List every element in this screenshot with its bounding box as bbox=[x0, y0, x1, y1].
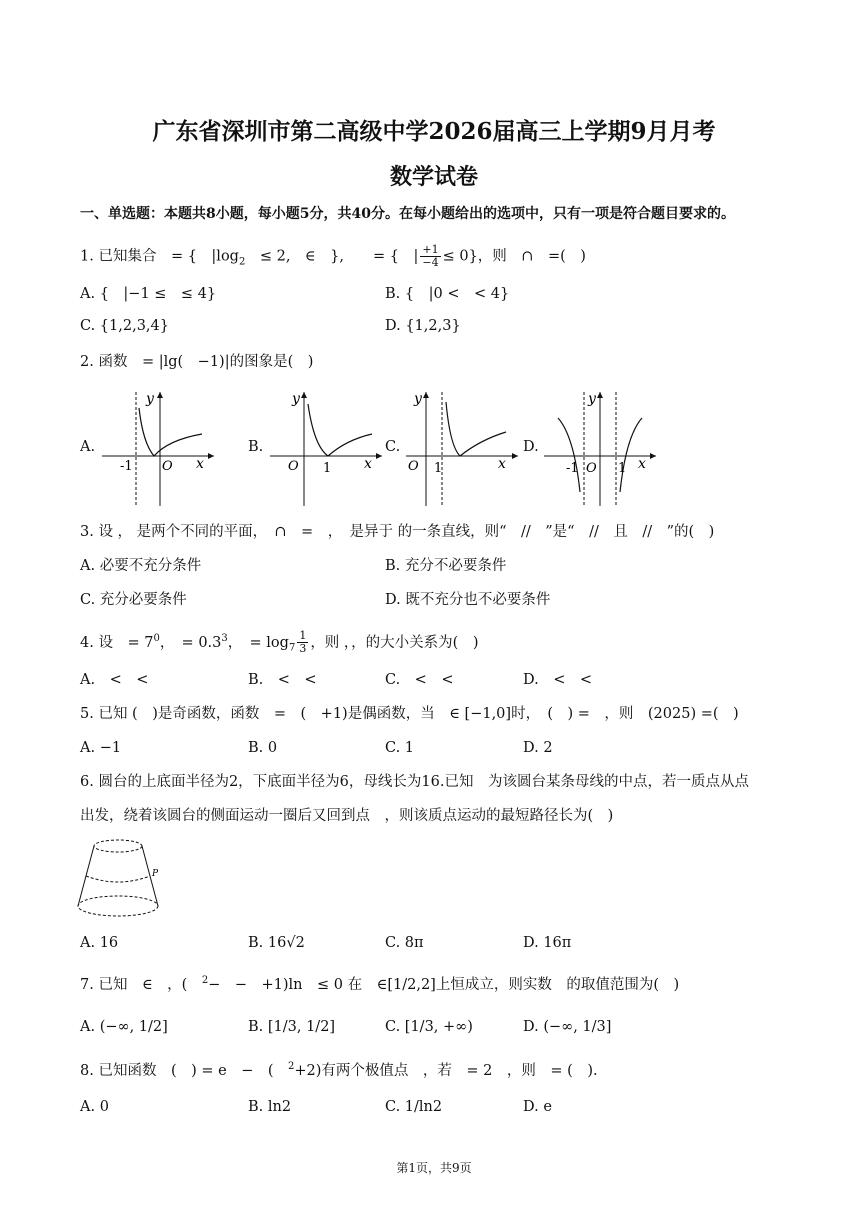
q6-option-d: D. 16π bbox=[523, 935, 572, 951]
q1-option-d: D. {1,2,3} bbox=[385, 318, 461, 334]
q1-frac-den: −4 bbox=[422, 256, 439, 269]
q6-option-c: C. 8π bbox=[385, 935, 424, 951]
q4-fraction bbox=[297, 630, 308, 655]
q1-fraction bbox=[420, 244, 440, 269]
q2d-one-label: 1 bbox=[618, 461, 627, 476]
exam-subtitle: 数学试卷 bbox=[389, 164, 478, 190]
q2b-y-label: y bbox=[292, 391, 300, 407]
q5-option-d: D. 2 bbox=[523, 740, 553, 756]
q4-part-b: ， = 0.3 bbox=[159, 634, 222, 651]
q8-option-a: A. 0 bbox=[80, 1099, 109, 1115]
q2a-x-label: x bbox=[196, 456, 204, 472]
q4-part-c: ， = log bbox=[227, 634, 289, 651]
q2c-one-label: 1 bbox=[434, 461, 443, 476]
q8-part-b: +2)有两个极值点 ，若 = 2 ，则 = ( ). bbox=[294, 1062, 598, 1079]
q3-option-c: C. 充分必要条件 bbox=[80, 592, 187, 608]
q2b-origin-label: O bbox=[288, 459, 299, 474]
page-footer: 第1页，共9页 bbox=[396, 1161, 472, 1175]
q7-part-b: − − +1)ln ≤ 0 在 ∈ bbox=[208, 976, 388, 993]
q4-option-b: B. < < bbox=[248, 672, 317, 688]
question-6-stem-line1: 6. 圆台的上底面半径为2，下底面半径为6，母线长为16.已知 为该圆台某条母线的中点，若一质点从点 bbox=[80, 774, 749, 790]
q2b-x-label: x bbox=[364, 456, 372, 472]
q4-option-d: D. < < bbox=[523, 672, 593, 688]
q5-option-a: A. −1 bbox=[80, 740, 122, 756]
q2d-y-label: y bbox=[588, 391, 596, 407]
q2-graph-a bbox=[98, 388, 218, 508]
q2-option-b: B. bbox=[248, 439, 264, 455]
q7-part-a: 7. 已知 ∈ ，( bbox=[80, 976, 202, 993]
q3-option-b: B. 充分不必要条件 bbox=[385, 558, 507, 574]
exam-title: 广东省深圳市第二高级中学2026届高三上学期9月月考 bbox=[152, 118, 716, 145]
q5-option-b: B. 0 bbox=[248, 740, 278, 756]
q1-part-a: 1. 已知集合 = { |log bbox=[80, 248, 239, 265]
q4-sub-c: 7 bbox=[288, 642, 296, 654]
q4-part-d: ，则 ，，的大小关系为( ) bbox=[310, 634, 479, 651]
question-2-stem: 2. 函数 = |lg( −1)|的图象是( ) bbox=[80, 354, 314, 370]
question-6-stem-line2: 出发，绕着该圆台的侧面运动一圈后又回到点 ，则该质点运动的最短路径长为( ) bbox=[80, 808, 614, 824]
q2-option-c: C. bbox=[385, 439, 401, 455]
q7-option-d: D. (−∞, 1/3] bbox=[523, 1019, 612, 1035]
q3-option-d: D. 既不充分也不必要条件 bbox=[385, 592, 551, 608]
q5-option-c: C. 1 bbox=[385, 740, 415, 756]
section-heading: 一、单选题：本题共8小题，每小题5分，共40分。在每小题给出的选项中，只有一项是符合题目要求的。 bbox=[80, 206, 735, 222]
q6-frustum-figure bbox=[76, 834, 176, 924]
q1-part-d: ≤ 0}，则 ∩ =( ) bbox=[442, 248, 586, 265]
q1-log-base: 2 bbox=[238, 256, 246, 268]
q2a-neg1-label: -1 bbox=[120, 459, 133, 474]
q1-option-b: B. { |0 < < 4} bbox=[385, 286, 510, 302]
q4-option-a: A. < < bbox=[80, 672, 149, 688]
question-5-stem: 5. 已知 ( )是奇函数，函数 = ( +1)是偶函数，当 ∈ [−1,0]时， ( ) = ，则 (2025) =( ) bbox=[80, 706, 739, 722]
q2c-x-label: x bbox=[498, 456, 506, 472]
q4-sup-a: 0 bbox=[153, 633, 160, 644]
q2b-one-label: 1 bbox=[323, 461, 332, 476]
q2-graph-d bbox=[540, 388, 660, 508]
question-1-stem bbox=[80, 244, 586, 272]
question-7-stem bbox=[80, 971, 679, 995]
q7-interval: [1/2,2] bbox=[387, 976, 436, 993]
q1-option-a: A. { |−1 ≤ ≤ 4} bbox=[80, 286, 217, 302]
q1-frac-num: +1 bbox=[422, 243, 439, 256]
q2-option-d: D. bbox=[523, 439, 539, 455]
q6-point-p-label: P bbox=[152, 869, 159, 879]
q1-option-c: C. {1,2,3,4} bbox=[80, 318, 169, 334]
q1-part-c: ≤ 2, ∈ }, = { | bbox=[245, 248, 419, 265]
q8-option-d: D. e bbox=[523, 1099, 552, 1115]
question-3-stem: 3. 设 ， 是两个不同的平面， ∩ = ， 是异于 的一条直线，则“ // ”是“ // 且 // ”的( ) bbox=[80, 524, 715, 540]
q4-sup-b: 3 bbox=[221, 633, 228, 644]
q3-option-a: A. 必要不充分条件 bbox=[80, 558, 202, 574]
q2a-y-label: y bbox=[146, 391, 154, 407]
q6-option-a: A. 16 bbox=[80, 935, 119, 951]
q4-option-c: C. < < bbox=[385, 672, 454, 688]
q4-frac-den: 3 bbox=[299, 642, 307, 656]
q2c-origin-label: O bbox=[408, 459, 419, 474]
q2c-y-label: y bbox=[414, 391, 422, 407]
q2a-origin-label: O bbox=[162, 459, 173, 474]
question-4-stem bbox=[80, 629, 479, 659]
q2d-x-label: x bbox=[638, 456, 646, 472]
q2d-neg1-label: -1 bbox=[566, 461, 579, 476]
q8-option-b: B. ln2 bbox=[248, 1099, 292, 1115]
q2d-origin-label: O bbox=[586, 461, 597, 476]
q8-option-c: C. 1/ln2 bbox=[385, 1099, 443, 1115]
q7-part-c: 上恒成立，则实数 的取值范围为( ) bbox=[435, 976, 680, 993]
question-8-stem bbox=[80, 1057, 598, 1081]
q2-graph-b bbox=[266, 388, 386, 508]
q8-sup-a: 2 bbox=[288, 1061, 295, 1072]
q6-option-b: B. 16√2 bbox=[248, 935, 305, 951]
q7-sup-a: 2 bbox=[201, 975, 209, 986]
q7-option-a: A. (−∞, 1/2] bbox=[80, 1019, 168, 1035]
q7-option-b: B. [1/3, 1/2] bbox=[248, 1019, 336, 1035]
q7-option-c: C. [1/3, +∞) bbox=[385, 1019, 473, 1035]
q2-option-a: A. bbox=[80, 439, 96, 455]
q8-part-a: 8. 已知函数 ( ) = e − ( bbox=[80, 1062, 289, 1079]
q2-graph-c bbox=[402, 388, 522, 508]
q4-part-a: 4. 设 = 7 bbox=[80, 634, 154, 651]
q4-frac-num: 1 bbox=[299, 629, 307, 643]
